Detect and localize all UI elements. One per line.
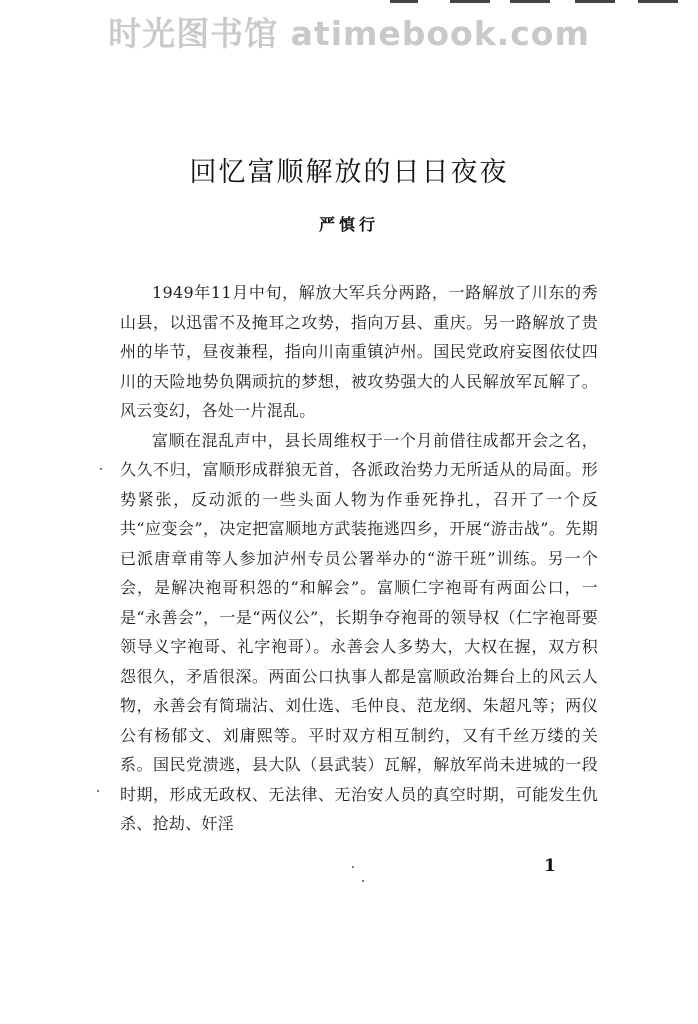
watermark: 时光图书馆 atimebook.com bbox=[108, 14, 590, 53]
page-number: 1 bbox=[544, 856, 556, 876]
paragraph: 富顺在混乱声中，县长周维权于一个月前借往成都开会之名，久久不归，富顺形成群狼无首，各派政治势力无所适从的局面。形势紧张，反动派的一些头面人物为作垂死挣扎，召开了一个反共“应变会”，决定把富顺地方武装拖逃四乡，开展“游击战”。先期已派唐章甫等人参加泸州专员公署举办的“游干班”训练。另一个会，是解决袍哥积怨的“和解会”。富顺仁字袍哥有两面公口，一是“永善会”，一是“两仪公”，长期争夺袍哥的领导权（仁字袍哥要领导义字袍哥、礼字袍哥）。永善会人多势大，大权在握，双方积怨很久，矛盾很深。两面公口执事人都是富顺政治舞台上的风云人物，永善会有简瑞沾、刘仕选、毛仲良、范龙纲、朱超凡等；两仪公有杨郁文、刘庸熙等。平时双方相互制约，又有千丝万缕的关系。国民党溃逃，县大队（县武装）瓦解，解放军尚未进城的一段时期，形成无政权、无法律、无治安人员的真空时期，可能发生仇杀、抢劫、奸淫 bbox=[120, 430, 598, 833]
article-author: 严慎行 bbox=[318, 215, 379, 234]
paragraph: 1949年11月中旬，解放大军兵分两路，一路解放了川东的秀山县，以迅雷不及掩耳之攻势，指向万县、重庆。另一路解放了贵州的毕节，昼夜兼程，指向川南重镇泸州。国民党政府妄图依仗四川的天险地势负隅顽抗的梦想，被攻势强大的人民解放军瓦解了。风云变幻，各处一片混乱。 bbox=[120, 283, 598, 420]
article-body bbox=[120, 278, 598, 839]
scan-speck bbox=[352, 866, 354, 868]
article-title: 回忆富顺解放的日日夜夜 bbox=[189, 157, 509, 188]
scan-speck bbox=[97, 790, 99, 792]
scan-speck bbox=[100, 468, 102, 470]
scan-marks bbox=[380, 0, 698, 6]
scan-speck bbox=[362, 880, 364, 882]
